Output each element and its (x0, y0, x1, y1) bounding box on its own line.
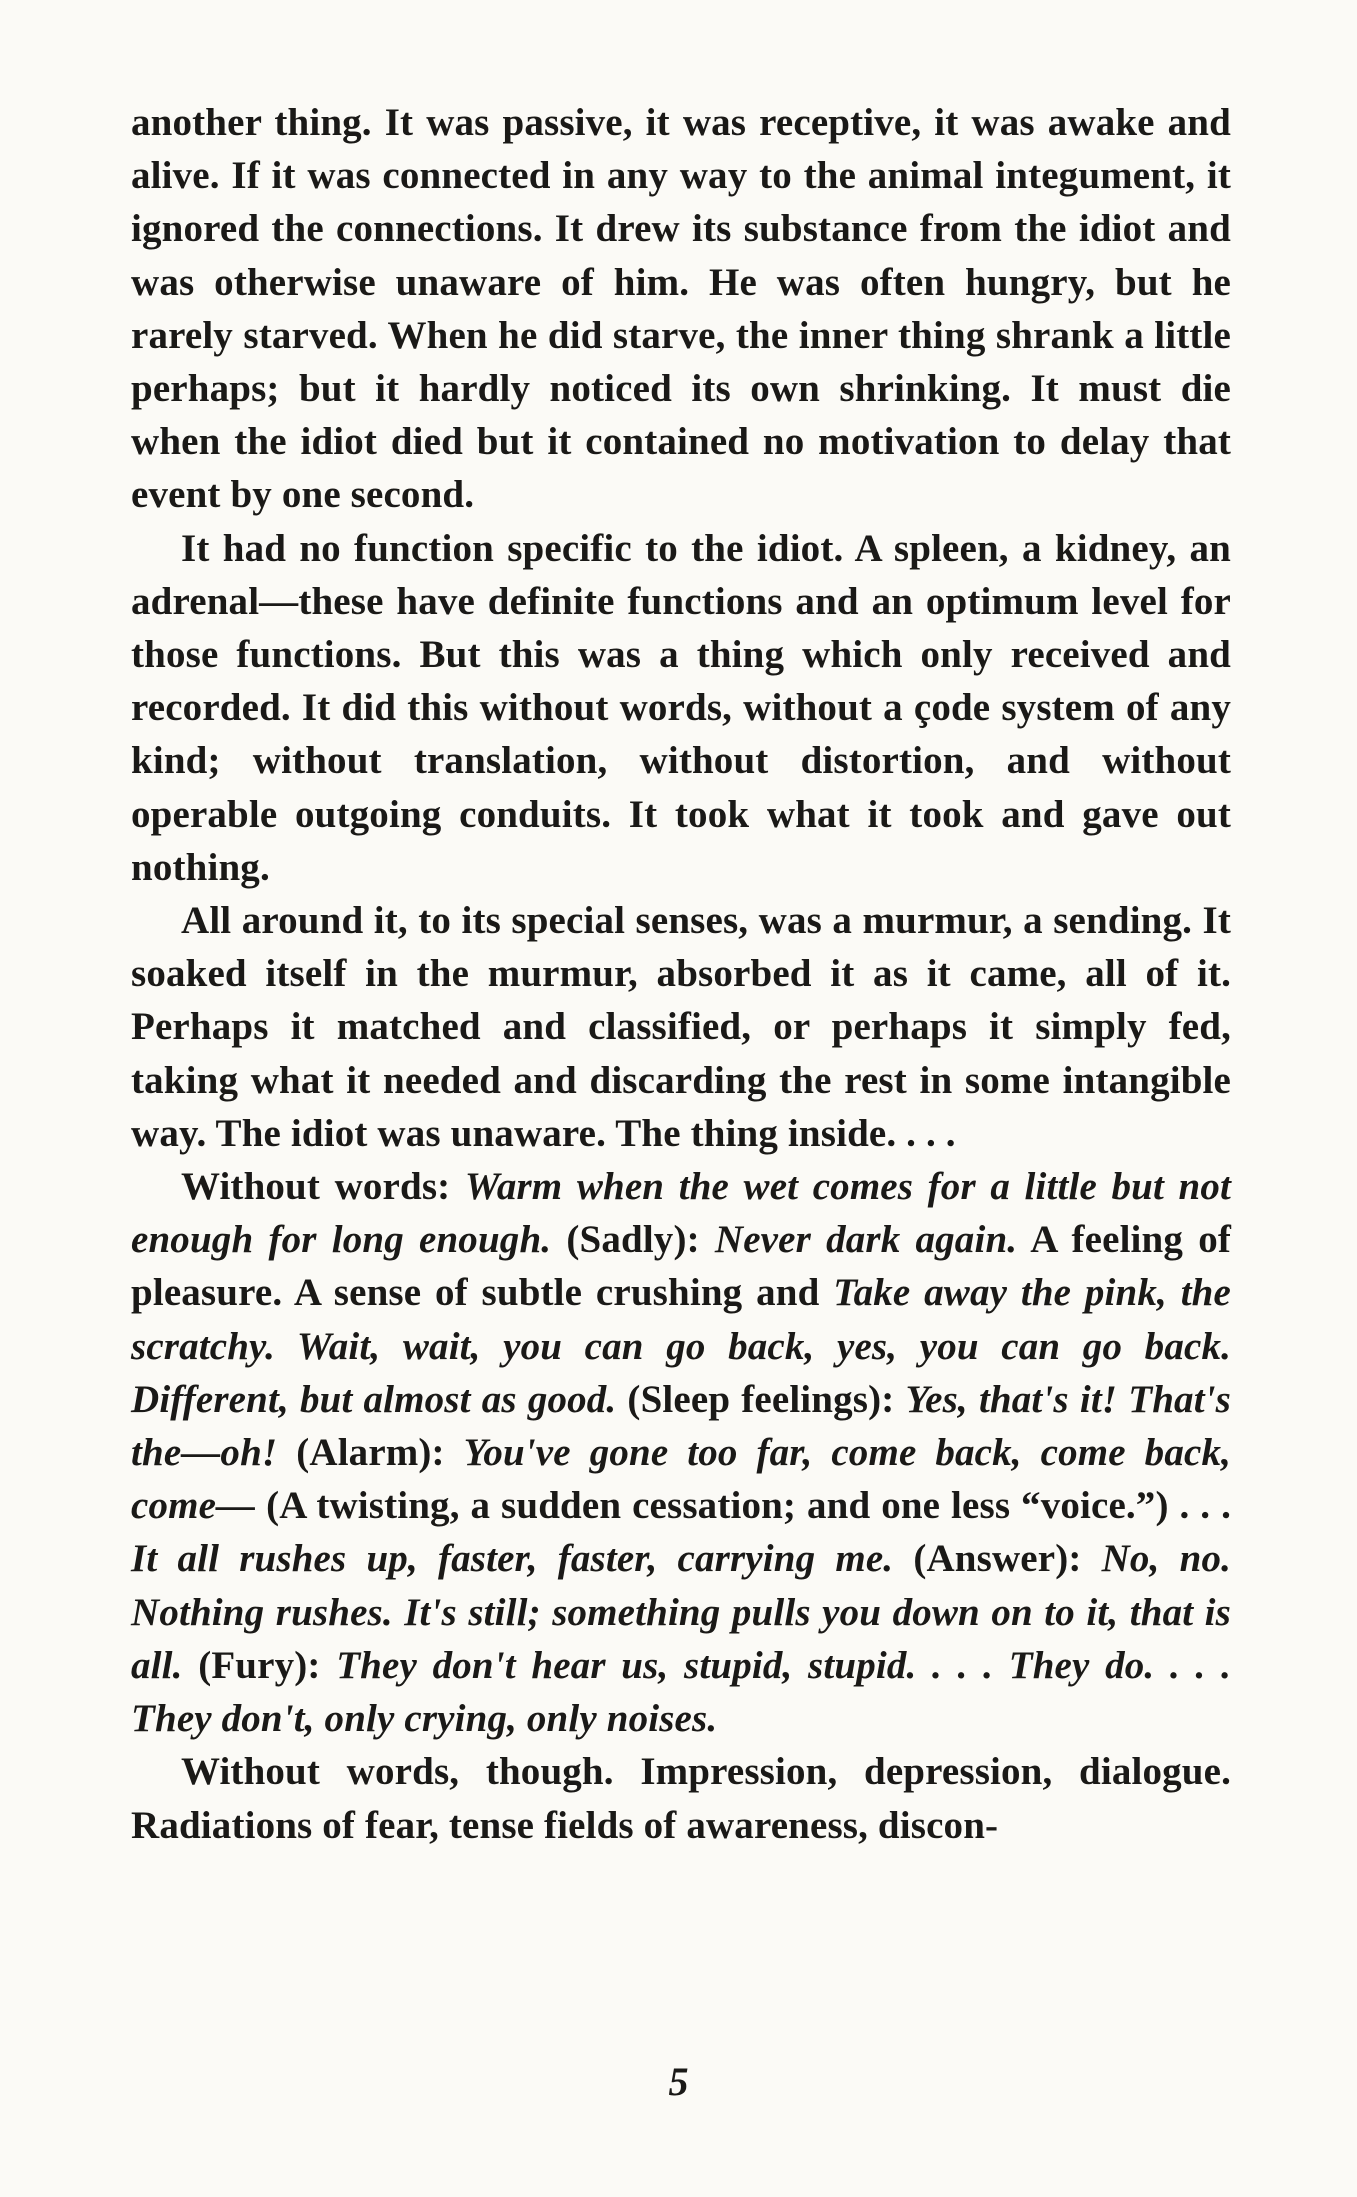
text-run: (Answer): (893, 1537, 1102, 1581)
text-run: All around it, to its special senses, was a murmur, a sending. It soaked itself in the murmur, absorbed it as it came, all of it. Perhaps it matched and classified, or perhaps it simply fed, taking what it needed and discarding the rest in some intangible way. The idiot was unaware. The thing inside. . . . (131, 899, 1231, 1155)
italic-run: Take away the pink, the scratchy. Wait, wait, you can go back, yes, you can go back. Different, but almost as good. (131, 1271, 1231, 1421)
paragraph-5 (131, 1745, 1231, 1851)
italic-run: Warm when the wet comes for a little but not enough for long enough. (131, 1165, 1231, 1262)
page-number: 5 (668, 2059, 689, 2104)
text-run: (Sadly): (551, 1218, 715, 1262)
text-run: (A twisting, a sudden cessation; and one less “voice.”) . . . (255, 1484, 1231, 1528)
italic-run: You've gone too far, come back, come back, come— (131, 1431, 1231, 1528)
paragraph-3 (131, 894, 1231, 1160)
text-run: A feeling of pleasure. A sense of subtle crushing and (131, 1218, 1231, 1315)
italic-run: It all rushes up, faster, faster, carrying me. (131, 1537, 894, 1581)
italic-run: Yes, that's it! That's the—oh! (131, 1377, 1231, 1475)
text-run: It had no function specific to the idiot. A spleen, a kidney, an adrenal—these have definite functions and an optimum level for those functions. But this was a thing which only received and recorded. It did this without words, without a çode system of any kind; without translation, without distortion, and without operable outgoing conduits. It took what it took and gave out nothing. (131, 526, 1231, 889)
text-run: (Fury): (182, 1643, 337, 1687)
text-run: another thing. It was passive, it was receptive, it was awake and alive. If it was connected in any way to the animal integument, it ignored the connections. It drew its substance from the idiot and was otherwise unaware of him. He was often hungry, but he rarely starved. When he did starve, the inner thing shrank a little perhaps; but it hardly noticed its own shrinking. It must die when the idiot died but it contained no motivation to delay that event by one second. (131, 101, 1231, 517)
text-run: Without words: (181, 1165, 465, 1209)
paragraph-2 (131, 522, 1231, 894)
paragraph-1 (131, 96, 1231, 522)
page-body (131, 96, 1231, 1852)
text-run: (Sleep feelings): (616, 1377, 906, 1421)
italic-run: Never dark again. (714, 1218, 1018, 1262)
italic-run: They don't hear us, stupid, stupid. . . . They do. . . . They don't, only crying, only noises. (131, 1643, 1231, 1741)
text-run: Without words, though. Impression, depression, dialogue. Radiations of fear, tense fields of awareness, discon- (131, 1750, 1231, 1847)
italic-run: No, no. Nothing rushes. It's still; something pulls you down on to it, that is all. (131, 1537, 1231, 1687)
text-run: (Alarm): (277, 1431, 464, 1475)
paragraph-4 (131, 1160, 1231, 1745)
